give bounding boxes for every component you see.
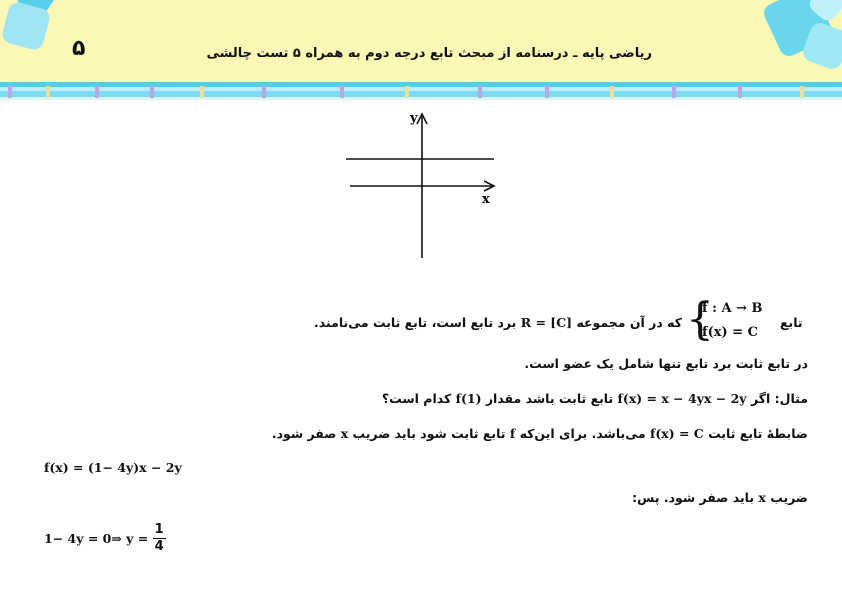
rule-f: f [509,426,516,441]
example-function: f(x) = x − 4yx − 2y [617,391,747,406]
stripe-mark [478,86,482,98]
rule-text: می‌باشد. برای این‌که [519,426,646,441]
page-header [0,0,842,82]
solution-equation: 1− 4y = 0⇒ y = [44,531,149,546]
stripe-mark [46,86,50,98]
rule-text-end: صفر شود. [271,426,337,441]
stripe-mark [672,86,676,98]
definition-line [314,315,682,330]
stripe-mark [8,86,12,98]
page-number: ۵ [72,36,86,61]
stripe-mark [262,86,266,98]
example-line [382,391,808,406]
example-label: مثال: اگر [750,391,808,406]
rule-text: ضابطهٔ تابع ثابت [708,426,808,441]
stripe-mark [738,86,742,98]
x-axis-label: x [482,192,490,207]
example-question: کدام است؟ [381,391,452,406]
stripe-mark [150,86,154,98]
y-axis-label: y [410,111,418,126]
fraction-denominator: 4 [154,539,164,554]
stripe-mark [545,86,549,98]
stripe-mark [405,86,409,98]
rule-x: x [340,426,349,441]
definition-text: که در آن مجموعه [576,315,682,330]
stripe-mark [340,86,344,98]
stripe-mark [610,86,614,98]
definition-text-end: برد تابع است، تابع ثابت می‌نامند. [314,315,517,330]
def-mapping: f : A → B [702,301,763,316]
stripe-mark [800,86,804,98]
stripe-mark [95,86,99,98]
coefficient-text-end: باید صفر شود. پس: [632,490,755,505]
function-definition-brace [686,294,776,346]
def-rule: f(x) = C [702,325,758,340]
brace-symbol: { [686,294,714,345]
coefficient-x: x [758,490,766,505]
def-word: تابع [780,315,803,330]
example-f1: f(1) [455,391,482,406]
fraction-numerator: 1 [154,522,164,537]
coefficient-line [632,490,808,505]
solution-fraction [153,522,166,555]
coefficient-text: ضریب [770,490,808,505]
rule-text: تابع ثابت شود باید ضریب [352,426,506,441]
range-set: R = [C] [520,315,573,330]
rule-formula: f(x) = C [649,426,704,441]
example-text: تابع ثابت باشد مقدار [485,391,614,406]
header-stripe [0,97,842,100]
factored-function: f(x) = (1− 4y)x − 2y [44,460,182,475]
constant-function-graph [330,108,510,260]
stripe-mark [200,86,204,98]
page-title: ریاضی پایه ـ درسنامه از مبحث تابع درجه دوم به همراه ۵ تست چالشی [206,46,652,61]
rule-line [272,426,808,441]
solution-line [44,522,166,555]
range-statement: در تابع ثابت برد تابع تنها شامل یک عضو است. [524,356,808,371]
